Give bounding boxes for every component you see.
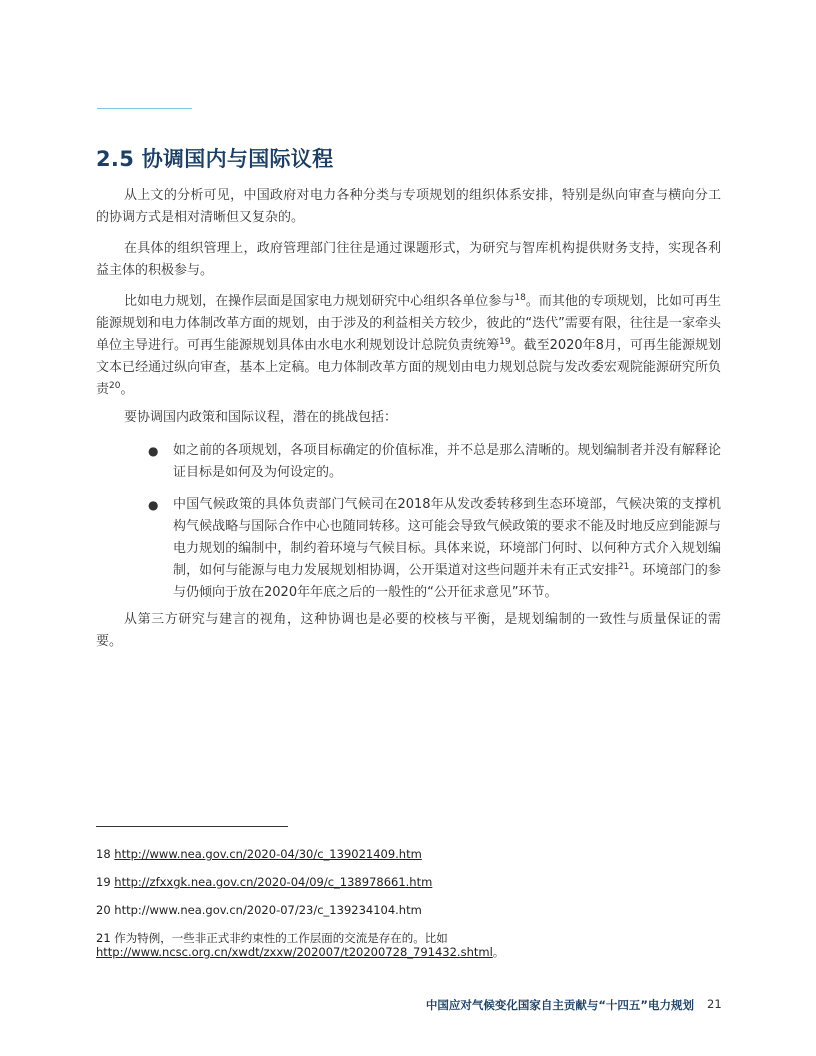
footnote-link[interactable]: http://www.ncsc.org.cn/xwdt/zxxw/202007/t20200728_791432.shtml [96, 945, 493, 959]
footnote-tail: 。 [492, 945, 505, 959]
paragraph-2: 在具体的组织管理上，政府管理部门往往是通过课题形式，为研究与智库机构提供财务支持，实现各利益主体的积极参与。 [96, 241, 721, 278]
section-heading: 2.5 协调国内与国际议程 [96, 147, 334, 171]
footnote-ref-19[interactable]: 19 [499, 337, 511, 347]
paragraph-1: 从上文的分析可见，中国政府对电力各种分类与专项规划的组织体系安排，特别是纵向审查与横向分工的协调方式是相对清晰但又复杂的。 [96, 188, 721, 225]
footnote-ref-18[interactable]: 18 [514, 293, 526, 303]
paragraph-3-part-c: 。截至2020年8月，可再生能源规划文本已经通过纵向审查，基本上定稿。电力体制改革方面的规划由电力规划总院与发改委宏观院能源研究所负责 [96, 338, 721, 397]
footnote-number: 19 [96, 875, 111, 889]
paragraph-4: 要协调国内政策和国际议程，潜在的挑战包括： [124, 410, 398, 425]
page-number: 21 [707, 997, 722, 1011]
paragraph-3-part-b: 。而其他的专项规划，比如可再生能源规划和电力体制改革方面的规划，由于涉及的利益相关方较少，彼此的“迭代”需要有限，往往是一家牵头单位主导进行。可再生能源规划具体由水电水利规划设计总院负责统筹 [96, 294, 721, 353]
paragraph-5: 从第三方研究与建言的视角，这种协调也是必要的校核与平衡，是规划编制的一致性与质量保证的需要。 [96, 612, 721, 649]
footnote-19 [96, 875, 736, 889]
bullet-marker-1: ● [148, 444, 159, 458]
paragraph-3-part-a: 比如电力规划，在操作层面是国家电力规划研究中心组织各单位参与 [124, 294, 515, 309]
footnote-ref-20[interactable]: 20 [109, 381, 121, 391]
bullet-2-part-a: 中国气候政策的具体负责部门气候司在2018年从发改委转移到生态环境部，气候决策的支撑机构气候战略与国际合作中心也随同转移。这可能会导致气候政策的要求不能及时地反应到能源与电力规划的编制中，制约着环境与气候目标。具体来说，环境部门何时、以何种方式介入规划编制，如何与能源与电力发展规划相协调，公开渠道对这些问题并未有正式安排 [173, 497, 721, 578]
footnote-url-text: http://www.nea.gov.cn/2020-07/23/c_139234104.htm [114, 903, 422, 917]
paragraph-3 [96, 291, 721, 401]
footnote-separator [96, 826, 288, 827]
footnote-link[interactable]: http://www.nea.gov.cn/2020-04/30/c_139021409.htm [114, 847, 422, 861]
footnote-20 [96, 903, 736, 917]
paragraph-3-part-d: 。 [120, 382, 134, 397]
footnote-18 [96, 847, 736, 861]
footnote-ref-21[interactable]: 21 [617, 562, 630, 572]
top-accent-rule [97, 108, 192, 109]
bullet-2-part-b: 。环境部门的参与仍倾向于放在2020年年底之后的一般性的“公开征求意见”环节。 [173, 563, 721, 600]
footer-report-title: 中国应对气候变化国家自主贡献与“十四五”电力规划 [425, 998, 694, 1012]
footnote-link[interactable]: http://zfxxgk.nea.gov.cn/2020-04/09/c_138978661.htm [114, 875, 433, 889]
bullet-item-2 [173, 494, 721, 604]
footnote-number: 20 [96, 903, 111, 917]
footnote-number: 21 [96, 931, 111, 945]
footnote-text: 作为特例，一些非正式非约束性的工作层面的交流是存在的。比如 [114, 931, 448, 945]
footnote-number: 18 [96, 847, 111, 861]
bullet-marker-2: ● [148, 498, 159, 512]
bullet-item-1: 如之前的各项规划，各项目标确定的价值标准，并不总是那么清晰的。规划编制者并没有解释论证目标是如何及为何设定的。 [173, 443, 721, 480]
footnote-21 [96, 931, 736, 959]
